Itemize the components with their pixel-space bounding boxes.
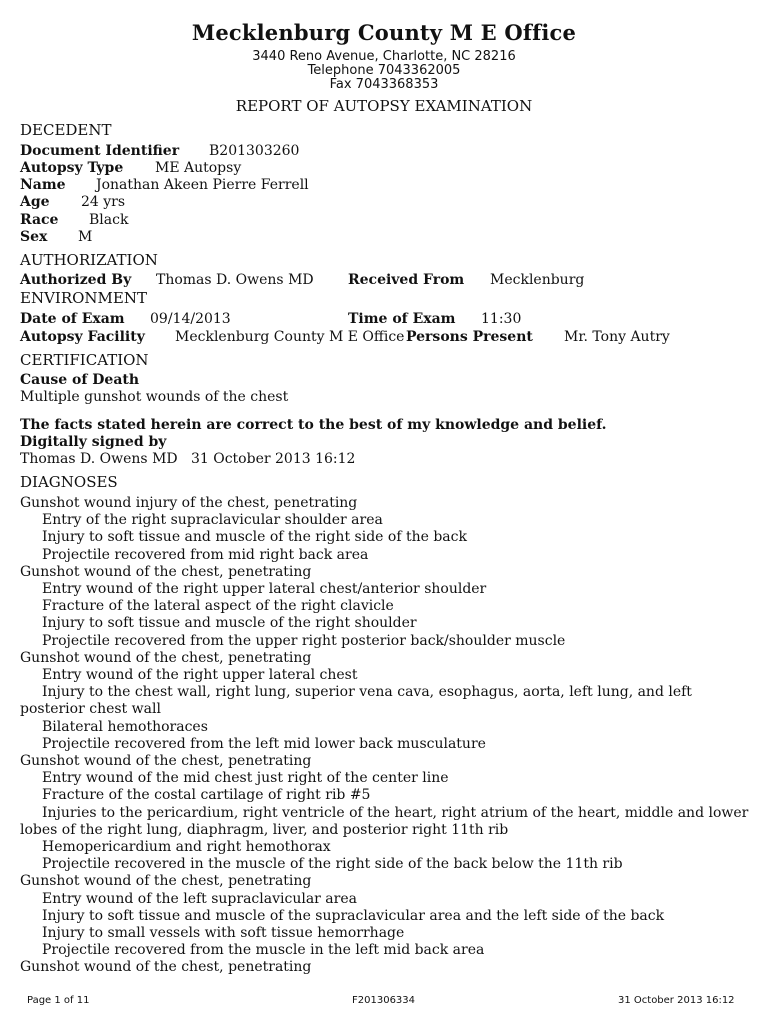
- digitally-signed-label: Digitally signed by: [20, 434, 167, 450]
- diagnosis-subitem: Projectile recovered from the upper right posterior back/shoulder muscle: [42, 632, 566, 649]
- page-number: Page 1 of 11: [27, 995, 90, 1006]
- case-number: F201306334: [352, 995, 416, 1006]
- diagnosis-subitem: Projectile recovered in the muscle of the right side of the back below the 11th rib: [42, 856, 623, 873]
- diagnosis-item: Gunshot wound of the chest, penetrating: [20, 649, 312, 666]
- name-label: Name: [20, 177, 66, 193]
- office-title: Mecklenburg County M E Office: [191, 20, 577, 45]
- office-fax: Fax 7043368353: [329, 77, 439, 92]
- certification-heading: CERTIFICATION: [20, 351, 149, 369]
- persons-present-value: Mr. Tony Autry: [564, 329, 670, 345]
- persons-present-label: Persons Present: [406, 329, 533, 345]
- diagnosis-subitem: Entry wound of the mid chest just right of the center line: [42, 770, 449, 787]
- diagnosis-subitem: Projectile recovered from the muscle in the left mid back area: [42, 942, 485, 959]
- environment-heading: ENVIRONMENT: [20, 289, 147, 307]
- diagnosis-subitem: Entry wound of the left supraclavicular area: [42, 890, 357, 907]
- sex-value: M: [78, 229, 93, 245]
- received-from-label: Received From: [348, 272, 465, 288]
- diagnosis-subitem: Projectile recovered from mid right back area: [42, 546, 369, 563]
- autopsy-type-label: Autopsy Type: [20, 160, 124, 176]
- authorization-heading: AUTHORIZATION: [20, 251, 158, 269]
- race-label: Race: [20, 212, 59, 228]
- report-title: REPORT OF AUTOPSY EXAMINATION: [235, 97, 533, 115]
- diagnosis-subitem: Entry wound of the right upper lateral chest/anterior shoulder: [42, 581, 487, 598]
- diagnosis-item: Gunshot wound of the chest, penetrating: [20, 959, 312, 976]
- diagnosis-item: Gunshot wound injury of the chest, penetrating: [20, 495, 358, 511]
- diagnosis-subitem: Entry wound of the right upper lateral chest: [42, 667, 358, 684]
- diagnosis-subitem: Injuries to the pericardium, right ventricle of the heart, right atrium of the heart, middle and lower lobes of the right lung, diaphragm, liver, and posterior right 11th rib: [20, 804, 749, 838]
- diagnosis-subitem: Fracture of the lateral aspect of the right clavicle: [42, 598, 394, 615]
- autopsy-facility-value: Mecklenburg County M E Office: [175, 329, 405, 345]
- diagnosis-subitem: Fracture of the costal cartilage of right rib #5: [42, 787, 371, 804]
- race-value: Black: [89, 212, 129, 228]
- footer-timestamp: 31 October 2013 16:12: [618, 995, 735, 1006]
- age-label: Age: [20, 194, 50, 210]
- diagnosis-item: Gunshot wound of the chest, penetrating: [20, 563, 312, 580]
- diagnosis-subitem: Hemopericardium and right hemothorax: [42, 839, 331, 856]
- diagnosis-subitem: Injury to the chest wall, right lung, superior vena cava, esophagus, aorta, left lung, and left posterior chest wall: [20, 684, 692, 718]
- received-from-value: Mecklenburg: [490, 272, 585, 288]
- diagnosis-subitem: Projectile recovered from the left mid lower back musculature: [42, 735, 486, 752]
- diagnosis-subitem: Injury to soft tissue and muscle of the supraclavicular area and the left side of the back: [42, 907, 665, 924]
- office-telephone: Telephone 7043362005: [307, 63, 461, 78]
- cause-of-death-label: Cause of Death: [20, 372, 140, 388]
- diagnosis-subitem: Bilateral hemothoraces: [42, 718, 208, 735]
- autopsy-type-value: ME Autopsy: [155, 160, 242, 176]
- authorized-by-value: Thomas D. Owens MD: [156, 272, 314, 288]
- document-identifier-label: Document Identifier: [20, 143, 180, 159]
- diagnosis-subitem: Injury to soft tissue and muscle of the right side of the back: [42, 529, 467, 546]
- date-of-exam-value: 09/14/2013: [150, 311, 231, 327]
- certification-statement: The facts stated herein are correct to the best of my knowledge and belief.: [20, 417, 607, 433]
- date-of-exam-label: Date of Exam: [20, 311, 125, 327]
- diagnosis-subitem: Entry of the right supraclavicular shoulder area: [42, 512, 383, 529]
- signature-line: Thomas D. Owens MD 31 October 2013 16:12: [20, 451, 356, 467]
- document-identifier-value: B201303260: [209, 143, 300, 159]
- authorized-by-label: Authorized By: [20, 272, 132, 288]
- autopsy-facility-label: Autopsy Facility: [20, 329, 145, 345]
- decedent-heading: DECEDENT: [20, 121, 112, 139]
- diagnosis-subitem: Injury to soft tissue and muscle of the right shoulder: [42, 615, 417, 632]
- diagnoses-list: [20, 495, 750, 977]
- diagnosis-item: Gunshot wound of the chest, penetrating: [20, 873, 312, 890]
- office-address: 3440 Reno Avenue, Charlotte, NC 28216: [252, 49, 516, 64]
- diagnoses-heading: DIAGNOSES: [20, 473, 118, 491]
- age-value: 24 yrs: [81, 194, 126, 210]
- time-of-exam-value: 11:30: [481, 311, 522, 327]
- time-of-exam-label: Time of Exam: [348, 311, 456, 327]
- sex-label: Sex: [20, 229, 48, 245]
- name-value: Jonathan Akeen Pierre Ferrell: [96, 177, 309, 193]
- diagnosis-item: Gunshot wound of the chest, penetrating: [20, 753, 312, 770]
- cause-of-death-value: Multiple gunshot wounds of the chest: [20, 389, 289, 405]
- diagnosis-subitem: Injury to small vessels with soft tissue hemorrhage: [42, 925, 405, 942]
